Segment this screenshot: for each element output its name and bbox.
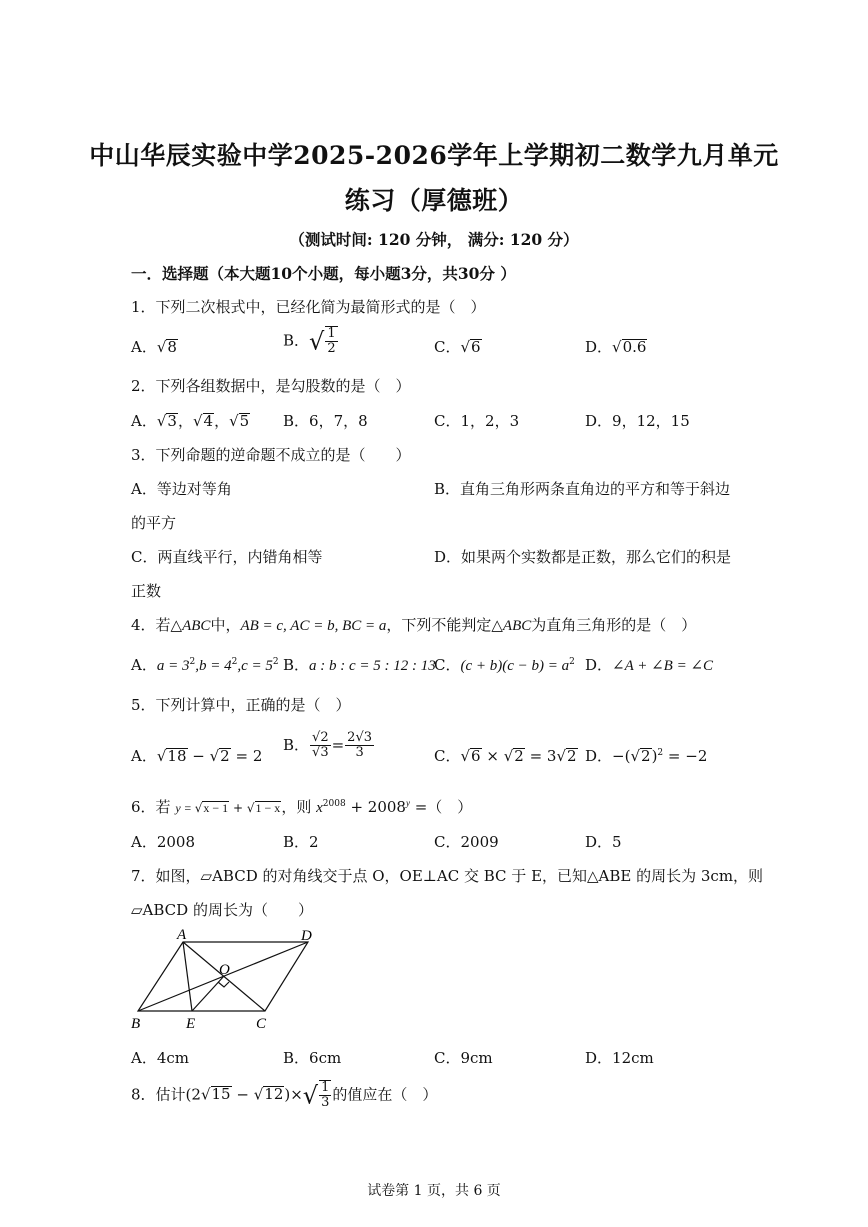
- q6-option-d: D．5: [585, 833, 622, 851]
- segment-ae: [183, 942, 192, 1011]
- question-5-stem: 5．下列计算中，正确的是（ ）: [131, 696, 351, 714]
- q7-option-b: B．6cm: [283, 1049, 342, 1067]
- q4-option-d: D．∠A + ∠B = ∠C: [585, 656, 714, 674]
- q3-option-d: D．如果两个实数都是正数，那么它们的积是: [434, 548, 732, 566]
- q3-option-d-cont: 正数: [131, 582, 162, 600]
- q2-option-c: C．1，2，3: [434, 412, 520, 430]
- question-8-stem: 8．估计(2√15 − √12)×√ $\frac{1}{3}$ 的值应在（ ）: [131, 1080, 438, 1111]
- q4-option-a: A．$a = 3^2,b = 4^2,c = 5^2$: [131, 656, 279, 674]
- parallelogram-figure: [128, 925, 328, 1035]
- label-d: D: [301, 928, 312, 944]
- q2-option-b: B．6，7，8: [283, 412, 368, 430]
- question-4-stem: 4．若△ABC中，AB = c, AC = b, BC = a，下列不能判定△ABC为直角三角形的是（ ）: [131, 616, 697, 634]
- question-2-stem: 2．下列各组数据中，是勾股数的是（ ）: [131, 377, 411, 395]
- label-e: E: [186, 1016, 196, 1032]
- label-o: O: [219, 962, 230, 978]
- page-footer: 试卷第 1 页，共 6 页: [367, 1183, 501, 1199]
- q2-option-a: A．√3，√4，√5: [131, 412, 250, 430]
- exam-info: （测试时间: 120 分钟， 满分: 120 分）: [289, 230, 579, 249]
- q3-option-a: A．等边对等角: [131, 480, 232, 498]
- page-title-line1: 中山华辰实验中学2025-2026学年上学期初二数学九月单元: [89, 141, 779, 170]
- question-3-stem: 3．下列命题的逆命题不成立的是（ ）: [131, 446, 411, 464]
- q4-option-c: C．$(c + b)(c - b) = a^2$: [434, 656, 575, 674]
- q7-option-a: A．4cm: [131, 1049, 190, 1067]
- segment-oe: [192, 976, 224, 1011]
- q5-option-b: B． $\frac{√2}{√3}$ = $\frac{2√3}{3}$: [283, 730, 372, 761]
- q1-option-a: A．√8: [131, 338, 177, 356]
- q4-option-b: B．a : b : c = 5 : 12 : 13: [283, 656, 436, 674]
- question-7-stem-line1: 7．如图，▱ABCD 的对角线交于点 O，OE⊥AC 交 BC 于 E，已知△ABE 的周长为 3cm，则: [131, 867, 764, 885]
- q6-option-c: C．2009: [434, 833, 499, 851]
- question-1-stem: 1．下列二次根式中，已经化简为最简形式的是（ ）: [131, 298, 486, 316]
- question-7-stem-line2: ▱ABCD 的周长为（ ）: [131, 901, 313, 919]
- q7-option-c: C．9cm: [434, 1049, 493, 1067]
- q2-option-d: D．9，12，15: [585, 412, 690, 430]
- q6-option-a: A．2008: [131, 833, 196, 851]
- label-c: C: [256, 1016, 267, 1032]
- q1-option-c: C．√6: [434, 338, 481, 356]
- page-title-line2: 练习（厚德班）: [344, 186, 524, 215]
- q7-option-d: D．12cm: [585, 1049, 654, 1067]
- q1-option-d: D．√0.6: [585, 338, 647, 356]
- label-b: B: [131, 1016, 141, 1032]
- q3-option-b: B．直角三角形两条直角边的平方和等于斜边: [434, 480, 731, 498]
- right-angle-mark: [218, 982, 229, 987]
- q1-option-b: B．√ $\frac{1}{2}$: [283, 326, 336, 357]
- q3-option-b-cont: 的平方: [131, 514, 177, 532]
- q3-option-c: C．两直线平行，内错角相等: [131, 548, 323, 566]
- question-6-stem: 6．若 y = √x − 1 + √1 − x，则 $x^{2008} + 2008^y$ =（ ）: [131, 798, 473, 816]
- section-heading: 一．选择题（本大题10个小题，每小题3分，共30分 ）: [131, 264, 516, 283]
- q6-option-b: B．2: [283, 833, 319, 851]
- q5-option-d: D．$-(√2)^2 = -2$: [585, 747, 708, 765]
- q5-option-c: C．√6 × √2 = 3√2: [434, 747, 577, 765]
- label-a: A: [177, 927, 187, 943]
- q5-option-a: A．√18 − √2 = 2: [131, 747, 263, 765]
